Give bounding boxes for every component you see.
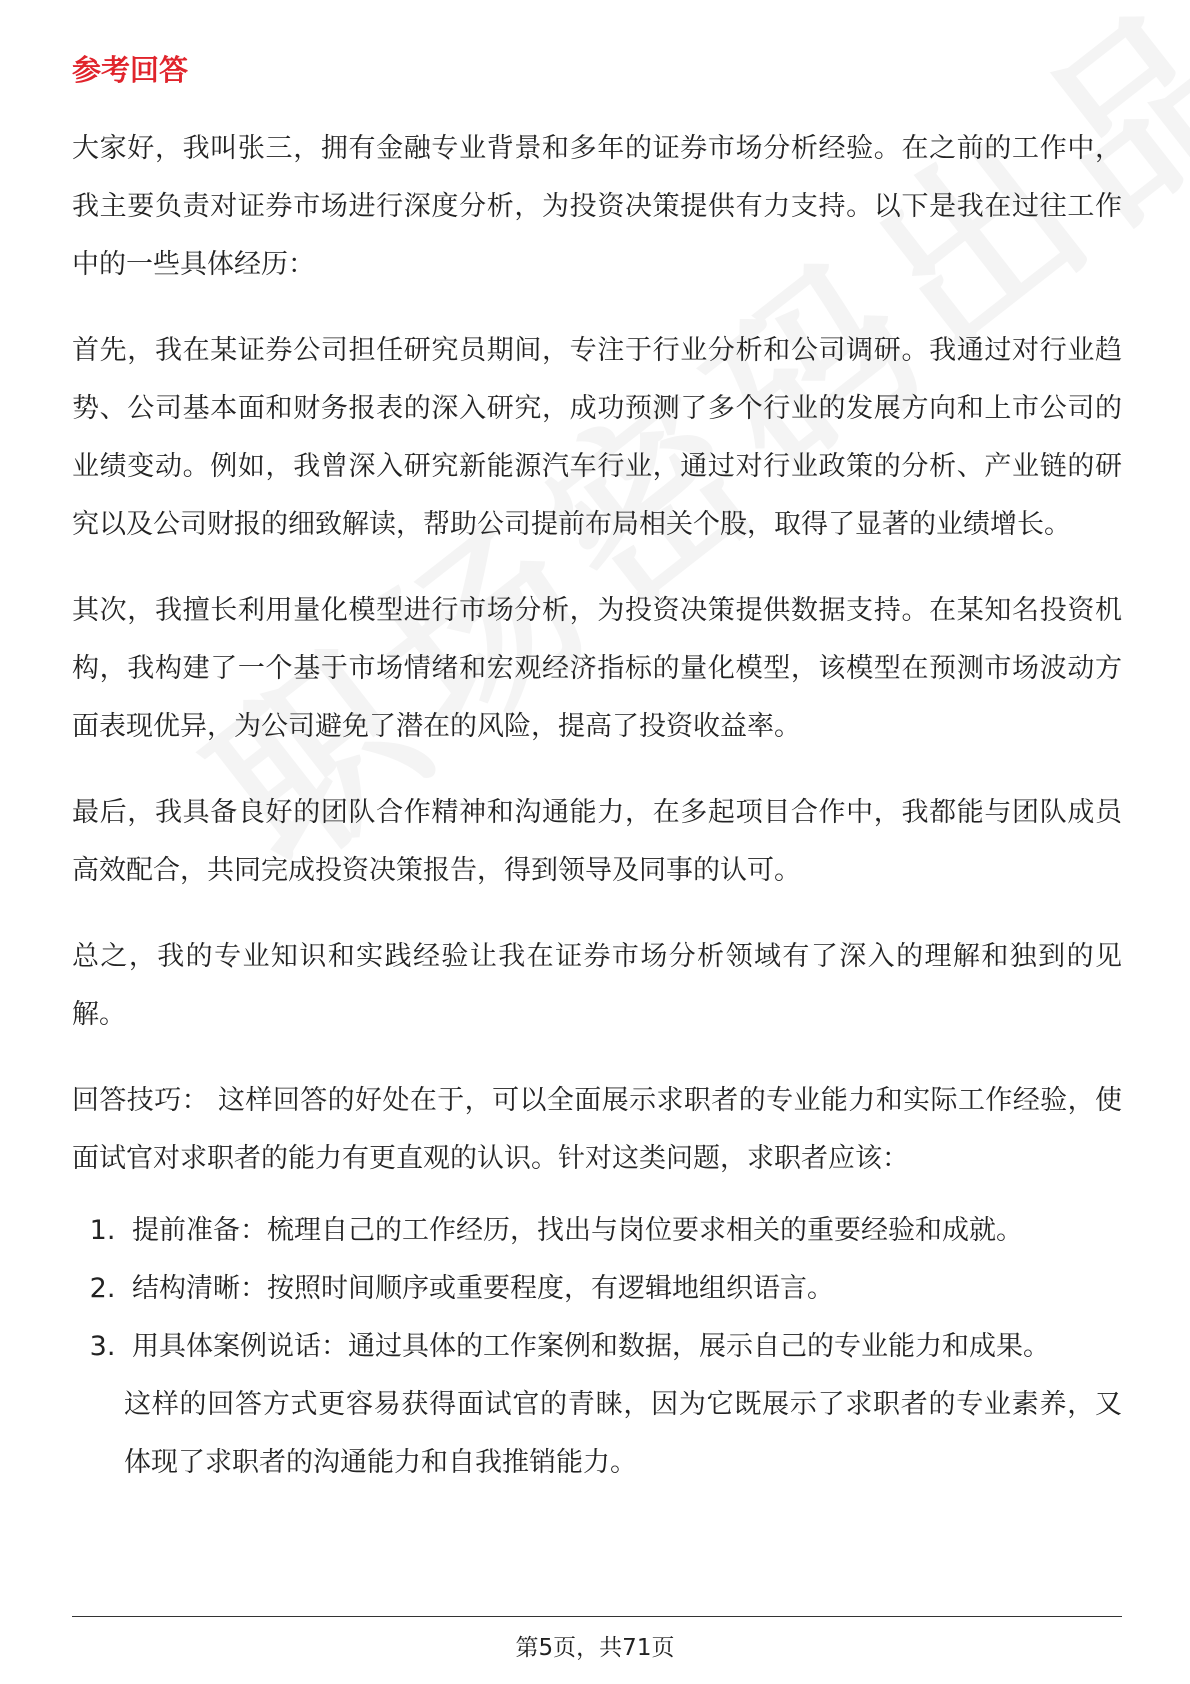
- closing-paragraph: 这样的回答方式更容易获得面试官的青睐，因为它既展示了求职者的专业素养，又体现了求职者的沟通能力和自我推销能力。: [124, 1389, 1122, 1478]
- paragraph-intro: 大家好，我叫张三，拥有金融专业背景和多年的证券市场分析经验。在之前的工作中，我主要负责对证券市场进行深度分析，为投资决策提供有力支持。以下是我在过往工作中的一些具体经历：: [72, 133, 1122, 280]
- page-content: [72, 44, 1122, 1492]
- paragraph-summary: 总之，我的专业知识和实践经验让我在证券市场分析领域有了深入的理解和独到的见解。: [72, 941, 1122, 1030]
- footer-divider: [72, 1616, 1122, 1617]
- tips-list-item: 2. 结构清晰：按照时间顺序或重要程度，有逻辑地组织语言。: [124, 1260, 1122, 1318]
- tips-list-item: 1. 提前准备：梳理自己的工作经历，找出与岗位要求相关的重要经验和成就。: [124, 1202, 1122, 1260]
- paragraph-second: 其次，我擅长利用量化模型进行市场分析，为投资决策提供数据支持。在某知名投资机构，我构建了一个基于市场情绪和宏观经济指标的量化模型，该模型在预测市场波动方面表现优异，为公司避免了潜在的风险，提高了投资收益率。: [72, 595, 1122, 742]
- tips-list: [72, 1202, 1122, 1376]
- paragraph-last: 最后，我具备良好的团队合作精神和沟通能力，在多起项目合作中，我都能与团队成员高效配合，共同完成投资决策报告，得到领导及同事的认可。: [72, 797, 1122, 886]
- tips-list-item: 3. 用具体案例说话：通过具体的工作案例和数据，展示自己的专业能力和成果。: [124, 1318, 1122, 1376]
- section-heading: 参考回答: [72, 53, 189, 87]
- page-number: 第5页，共71页: [515, 1635, 675, 1661]
- paragraph-tips-intro: 回答技巧： 这样回答的好处在于，可以全面展示求职者的专业能力和实际工作经验，使面试官对求职者的能力有更直观的认识。针对这类问题，求职者应该：: [72, 1085, 1122, 1174]
- paragraph-first: 首先，我在某证券公司担任研究员期间，专注于行业分析和公司调研。我通过对行业趋势、公司基本面和财务报表的深入研究，成功预测了多个行业的发展方向和上市公司的业绩变动。例如，我曾深入研究新能源汽车行业，通过对行业政策的分析、产业链的研究以及公司财报的细致解读，帮助公司提前布局相关个股，取得了显著的业绩增长。: [72, 335, 1122, 540]
